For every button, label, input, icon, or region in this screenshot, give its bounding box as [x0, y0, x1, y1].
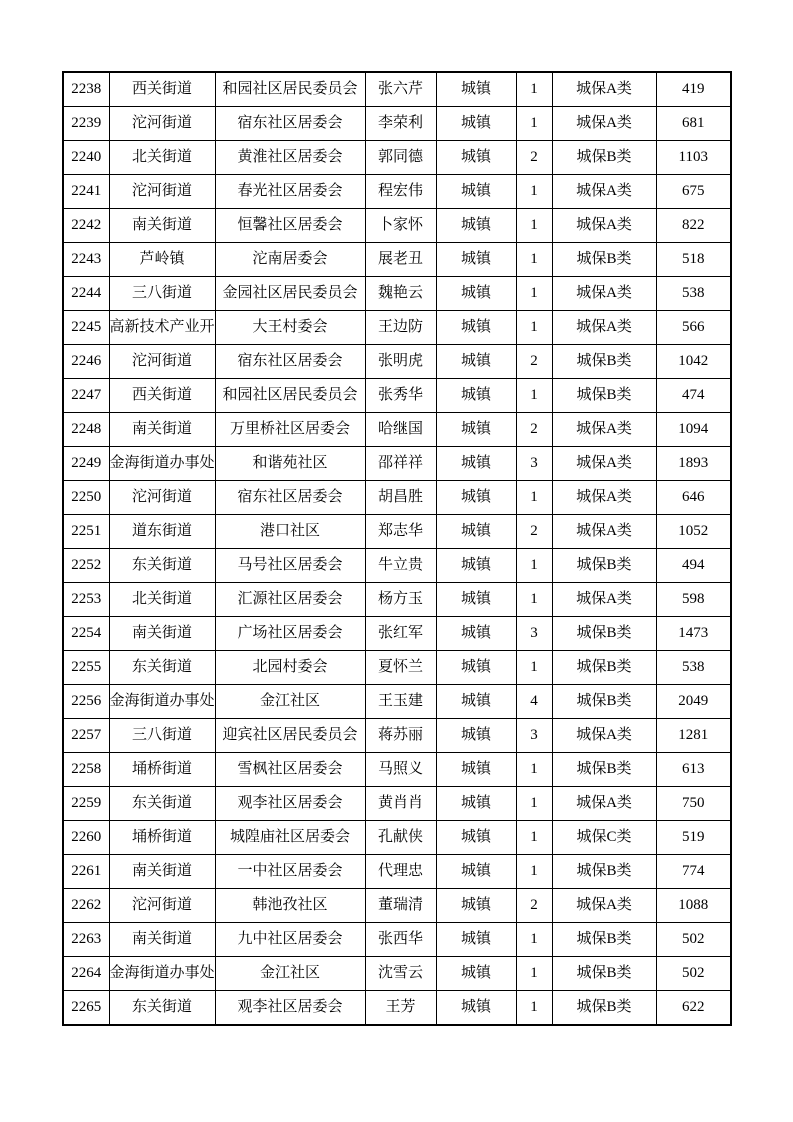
cell-street-township: 北关街道 — [109, 141, 215, 175]
cell-person-count: 2 — [516, 515, 552, 549]
cell-community: 金江社区 — [215, 685, 365, 719]
table-row — [63, 855, 731, 889]
cell-serial-number: 2253 — [63, 583, 109, 617]
cell-insurance-category: 城保A类 — [552, 209, 656, 243]
cell-community: 大王村委会 — [215, 311, 365, 345]
cell-amount: 675 — [656, 175, 731, 209]
cell-person-count: 1 — [516, 923, 552, 957]
cell-serial-number: 2249 — [63, 447, 109, 481]
cell-insurance-category: 城保A类 — [552, 787, 656, 821]
cell-person-count: 1 — [516, 821, 552, 855]
cell-hukou-type: 城镇 — [436, 515, 516, 549]
table-row — [63, 787, 731, 821]
cell-community: 港口社区 — [215, 515, 365, 549]
cell-hukou-type: 城镇 — [436, 583, 516, 617]
table-row — [63, 651, 731, 685]
cell-serial-number: 2246 — [63, 345, 109, 379]
table-row — [63, 209, 731, 243]
cell-amount: 1042 — [656, 345, 731, 379]
cell-community: 和园社区居民委员会 — [215, 72, 365, 107]
cell-community: 观李社区居委会 — [215, 991, 365, 1026]
cell-serial-number: 2247 — [63, 379, 109, 413]
cell-hukou-type: 城镇 — [436, 345, 516, 379]
cell-person-name: 王芳 — [365, 991, 436, 1026]
cell-amount: 681 — [656, 107, 731, 141]
table-row — [63, 821, 731, 855]
cell-community: 沱南居委会 — [215, 243, 365, 277]
cell-hukou-type: 城镇 — [436, 209, 516, 243]
cell-serial-number: 2262 — [63, 889, 109, 923]
table-row — [63, 311, 731, 345]
cell-person-name: 杨方玉 — [365, 583, 436, 617]
cell-street-township: 埇桥街道 — [109, 821, 215, 855]
cell-person-count: 1 — [516, 991, 552, 1026]
cell-amount: 538 — [656, 277, 731, 311]
cell-street-township: 埇桥街道 — [109, 753, 215, 787]
cell-hukou-type: 城镇 — [436, 753, 516, 787]
cell-insurance-category: 城保A类 — [552, 175, 656, 209]
cell-hukou-type: 城镇 — [436, 175, 516, 209]
cell-serial-number: 2241 — [63, 175, 109, 209]
cell-insurance-category: 城保B类 — [552, 753, 656, 787]
cell-insurance-category: 城保B类 — [552, 957, 656, 991]
cell-amount: 502 — [656, 957, 731, 991]
cell-amount: 646 — [656, 481, 731, 515]
cell-community: 宿东社区居委会 — [215, 107, 365, 141]
cell-hukou-type: 城镇 — [436, 719, 516, 753]
cell-community: 九中社区居委会 — [215, 923, 365, 957]
cell-amount: 519 — [656, 821, 731, 855]
cell-amount: 1893 — [656, 447, 731, 481]
cell-hukou-type: 城镇 — [436, 549, 516, 583]
cell-insurance-category: 城保A类 — [552, 447, 656, 481]
cell-person-count: 1 — [516, 787, 552, 821]
cell-serial-number: 2259 — [63, 787, 109, 821]
cell-person-count: 1 — [516, 175, 552, 209]
cell-street-township: 东关街道 — [109, 651, 215, 685]
cell-amount: 1473 — [656, 617, 731, 651]
table-row — [63, 549, 731, 583]
cell-amount: 518 — [656, 243, 731, 277]
table-row — [63, 685, 731, 719]
cell-amount: 2049 — [656, 685, 731, 719]
table-row — [63, 277, 731, 311]
cell-person-count: 1 — [516, 957, 552, 991]
cell-hukou-type: 城镇 — [436, 277, 516, 311]
cell-hukou-type: 城镇 — [436, 481, 516, 515]
cell-person-count: 1 — [516, 753, 552, 787]
cell-hukou-type: 城镇 — [436, 447, 516, 481]
cell-insurance-category: 城保B类 — [552, 685, 656, 719]
cell-person-count: 3 — [516, 617, 552, 651]
cell-hukou-type: 城镇 — [436, 651, 516, 685]
cell-person-name: 黄肖肖 — [365, 787, 436, 821]
cell-insurance-category: 城保C类 — [552, 821, 656, 855]
cell-serial-number: 2263 — [63, 923, 109, 957]
cell-street-township: 东关街道 — [109, 787, 215, 821]
cell-person-count: 1 — [516, 481, 552, 515]
cell-person-name: 代理忠 — [365, 855, 436, 889]
cell-community: 金江社区 — [215, 957, 365, 991]
cell-community: 金园社区居民委员会 — [215, 277, 365, 311]
cell-person-count: 1 — [516, 311, 552, 345]
table-row — [63, 617, 731, 651]
cell-street-township: 南关街道 — [109, 617, 215, 651]
cell-serial-number: 2261 — [63, 855, 109, 889]
cell-hukou-type: 城镇 — [436, 72, 516, 107]
cell-person-name: 卜家怀 — [365, 209, 436, 243]
cell-person-name: 牛立贵 — [365, 549, 436, 583]
cell-person-name: 蒋苏丽 — [365, 719, 436, 753]
table-row — [63, 957, 731, 991]
cell-person-count: 1 — [516, 583, 552, 617]
cell-insurance-category: 城保A类 — [552, 515, 656, 549]
table-row — [63, 719, 731, 753]
cell-serial-number: 2258 — [63, 753, 109, 787]
cell-serial-number: 2256 — [63, 685, 109, 719]
cell-person-name: 郭同德 — [365, 141, 436, 175]
cell-hukou-type: 城镇 — [436, 685, 516, 719]
cell-person-name: 邵祥祥 — [365, 447, 436, 481]
cell-street-township: 西关街道 — [109, 379, 215, 413]
cell-person-count: 2 — [516, 413, 552, 447]
cell-community: 韩池孜社区 — [215, 889, 365, 923]
cell-insurance-category: 城保A类 — [552, 719, 656, 753]
cell-community: 雪枫社区居委会 — [215, 753, 365, 787]
table-row — [63, 889, 731, 923]
cell-person-name: 郑志华 — [365, 515, 436, 549]
table-row — [63, 175, 731, 209]
cell-street-township: 沱河街道 — [109, 175, 215, 209]
cell-community: 迎宾社区居民委员会 — [215, 719, 365, 753]
cell-person-name: 李荣利 — [365, 107, 436, 141]
cell-community: 观李社区居委会 — [215, 787, 365, 821]
cell-community: 宿东社区居委会 — [215, 481, 365, 515]
cell-insurance-category: 城保B类 — [552, 345, 656, 379]
cell-hukou-type: 城镇 — [436, 379, 516, 413]
cell-insurance-category: 城保A类 — [552, 277, 656, 311]
cell-insurance-category: 城保A类 — [552, 583, 656, 617]
cell-street-township: 沱河街道 — [109, 889, 215, 923]
cell-community: 万里桥社区居委会 — [215, 413, 365, 447]
table-body — [63, 72, 731, 1025]
cell-person-count: 1 — [516, 855, 552, 889]
cell-street-township: 南关街道 — [109, 413, 215, 447]
cell-serial-number: 2245 — [63, 311, 109, 345]
cell-serial-number: 2255 — [63, 651, 109, 685]
cell-street-township: 沱河街道 — [109, 345, 215, 379]
cell-serial-number: 2238 — [63, 72, 109, 107]
cell-person-name: 张西华 — [365, 923, 436, 957]
cell-hukou-type: 城镇 — [436, 617, 516, 651]
cell-insurance-category: 城保B类 — [552, 991, 656, 1026]
table-row — [63, 107, 731, 141]
cell-community: 宿东社区居委会 — [215, 345, 365, 379]
cell-serial-number: 2257 — [63, 719, 109, 753]
cell-serial-number: 2248 — [63, 413, 109, 447]
table-row — [63, 345, 731, 379]
cell-insurance-category: 城保B类 — [552, 923, 656, 957]
cell-person-name: 张红军 — [365, 617, 436, 651]
cell-community: 马号社区居委会 — [215, 549, 365, 583]
cell-amount: 774 — [656, 855, 731, 889]
cell-person-name: 董瑞清 — [365, 889, 436, 923]
cell-amount: 566 — [656, 311, 731, 345]
table-row — [63, 141, 731, 175]
benefits-roster-table — [62, 71, 732, 1026]
cell-community: 一中社区居委会 — [215, 855, 365, 889]
cell-street-township: 道东街道 — [109, 515, 215, 549]
cell-hukou-type: 城镇 — [436, 923, 516, 957]
cell-community: 广场社区居委会 — [215, 617, 365, 651]
cell-street-township: 芦岭镇 — [109, 243, 215, 277]
cell-amount: 474 — [656, 379, 731, 413]
cell-street-township: 三八街道 — [109, 719, 215, 753]
cell-amount: 622 — [656, 991, 731, 1026]
cell-person-count: 1 — [516, 379, 552, 413]
table-row — [63, 379, 731, 413]
cell-insurance-category: 城保B类 — [552, 651, 656, 685]
cell-person-name: 王玉建 — [365, 685, 436, 719]
cell-person-name: 张六芹 — [365, 72, 436, 107]
cell-person-count: 2 — [516, 345, 552, 379]
cell-person-count: 2 — [516, 889, 552, 923]
cell-street-township: 南关街道 — [109, 923, 215, 957]
cell-street-township: 金海街道办事处 — [109, 447, 215, 481]
cell-person-name: 程宏伟 — [365, 175, 436, 209]
cell-serial-number: 2243 — [63, 243, 109, 277]
table-row — [63, 243, 731, 277]
cell-person-name: 展老丑 — [365, 243, 436, 277]
cell-person-name: 魏艳云 — [365, 277, 436, 311]
cell-hukou-type: 城镇 — [436, 991, 516, 1026]
cell-person-count: 3 — [516, 447, 552, 481]
cell-person-name: 夏怀兰 — [365, 651, 436, 685]
cell-amount: 1103 — [656, 141, 731, 175]
cell-insurance-category: 城保A类 — [552, 107, 656, 141]
cell-serial-number: 2252 — [63, 549, 109, 583]
cell-insurance-category: 城保A类 — [552, 889, 656, 923]
cell-person-name: 胡昌胜 — [365, 481, 436, 515]
cell-community: 汇源社区居委会 — [215, 583, 365, 617]
table-row — [63, 753, 731, 787]
cell-serial-number: 2251 — [63, 515, 109, 549]
cell-hukou-type: 城镇 — [436, 413, 516, 447]
cell-amount: 419 — [656, 72, 731, 107]
cell-serial-number: 2250 — [63, 481, 109, 515]
cell-hukou-type: 城镇 — [436, 311, 516, 345]
cell-community: 城隍庙社区居委会 — [215, 821, 365, 855]
cell-person-count: 1 — [516, 72, 552, 107]
cell-street-township: 西关街道 — [109, 72, 215, 107]
table-row — [63, 923, 731, 957]
cell-serial-number: 2264 — [63, 957, 109, 991]
cell-serial-number: 2239 — [63, 107, 109, 141]
cell-street-township: 高新技术产业开 — [109, 311, 215, 345]
cell-amount: 822 — [656, 209, 731, 243]
cell-person-name: 沈雪云 — [365, 957, 436, 991]
cell-community: 恒馨社区居委会 — [215, 209, 365, 243]
cell-person-count: 1 — [516, 277, 552, 311]
cell-serial-number: 2254 — [63, 617, 109, 651]
cell-serial-number: 2244 — [63, 277, 109, 311]
cell-person-count: 2 — [516, 141, 552, 175]
table-row — [63, 991, 731, 1026]
cell-insurance-category: 城保A类 — [552, 311, 656, 345]
cell-hukou-type: 城镇 — [436, 787, 516, 821]
cell-community: 黄淮社区居委会 — [215, 141, 365, 175]
cell-street-township: 沱河街道 — [109, 107, 215, 141]
table-row — [63, 447, 731, 481]
cell-person-count: 1 — [516, 107, 552, 141]
cell-amount: 598 — [656, 583, 731, 617]
cell-hukou-type: 城镇 — [436, 107, 516, 141]
cell-person-name: 哈继国 — [365, 413, 436, 447]
cell-person-count: 3 — [516, 719, 552, 753]
cell-amount: 502 — [656, 923, 731, 957]
cell-hukou-type: 城镇 — [436, 821, 516, 855]
cell-person-name: 孔献侠 — [365, 821, 436, 855]
table-row — [63, 413, 731, 447]
cell-hukou-type: 城镇 — [436, 889, 516, 923]
cell-amount: 1094 — [656, 413, 731, 447]
cell-amount: 538 — [656, 651, 731, 685]
cell-serial-number: 2240 — [63, 141, 109, 175]
cell-community: 和园社区居民委员会 — [215, 379, 365, 413]
cell-insurance-category: 城保A类 — [552, 72, 656, 107]
cell-street-township: 金海街道办事处 — [109, 685, 215, 719]
cell-serial-number: 2265 — [63, 991, 109, 1026]
cell-street-township: 东关街道 — [109, 991, 215, 1026]
cell-insurance-category: 城保A类 — [552, 481, 656, 515]
cell-insurance-category: 城保B类 — [552, 855, 656, 889]
cell-hukou-type: 城镇 — [436, 855, 516, 889]
table-row — [63, 515, 731, 549]
cell-person-count: 1 — [516, 549, 552, 583]
cell-person-name: 王边防 — [365, 311, 436, 345]
cell-person-count: 1 — [516, 243, 552, 277]
cell-hukou-type: 城镇 — [436, 243, 516, 277]
cell-insurance-category: 城保B类 — [552, 243, 656, 277]
cell-street-township: 金海街道办事处 — [109, 957, 215, 991]
cell-street-township: 东关街道 — [109, 549, 215, 583]
cell-insurance-category: 城保A类 — [552, 413, 656, 447]
cell-hukou-type: 城镇 — [436, 141, 516, 175]
cell-person-name: 张秀华 — [365, 379, 436, 413]
cell-street-township: 南关街道 — [109, 209, 215, 243]
cell-community: 春光社区居委会 — [215, 175, 365, 209]
cell-amount: 613 — [656, 753, 731, 787]
cell-person-count: 1 — [516, 651, 552, 685]
cell-hukou-type: 城镇 — [436, 957, 516, 991]
cell-person-count: 4 — [516, 685, 552, 719]
cell-insurance-category: 城保B类 — [552, 617, 656, 651]
cell-community: 和谐苑社区 — [215, 447, 365, 481]
cell-street-township: 南关街道 — [109, 855, 215, 889]
cell-serial-number: 2242 — [63, 209, 109, 243]
cell-street-township: 北关街道 — [109, 583, 215, 617]
cell-amount: 1052 — [656, 515, 731, 549]
cell-person-name: 马照义 — [365, 753, 436, 787]
cell-insurance-category: 城保B类 — [552, 379, 656, 413]
cell-amount: 494 — [656, 549, 731, 583]
cell-street-township: 三八街道 — [109, 277, 215, 311]
cell-community: 北园村委会 — [215, 651, 365, 685]
cell-amount: 1088 — [656, 889, 731, 923]
table-row — [63, 583, 731, 617]
cell-amount: 750 — [656, 787, 731, 821]
cell-person-count: 1 — [516, 209, 552, 243]
cell-insurance-category: 城保B类 — [552, 141, 656, 175]
cell-amount: 1281 — [656, 719, 731, 753]
cell-street-township: 沱河街道 — [109, 481, 215, 515]
table-row — [63, 481, 731, 515]
table-row — [63, 72, 731, 107]
cell-person-name: 张明虎 — [365, 345, 436, 379]
cell-insurance-category: 城保B类 — [552, 549, 656, 583]
cell-serial-number: 2260 — [63, 821, 109, 855]
